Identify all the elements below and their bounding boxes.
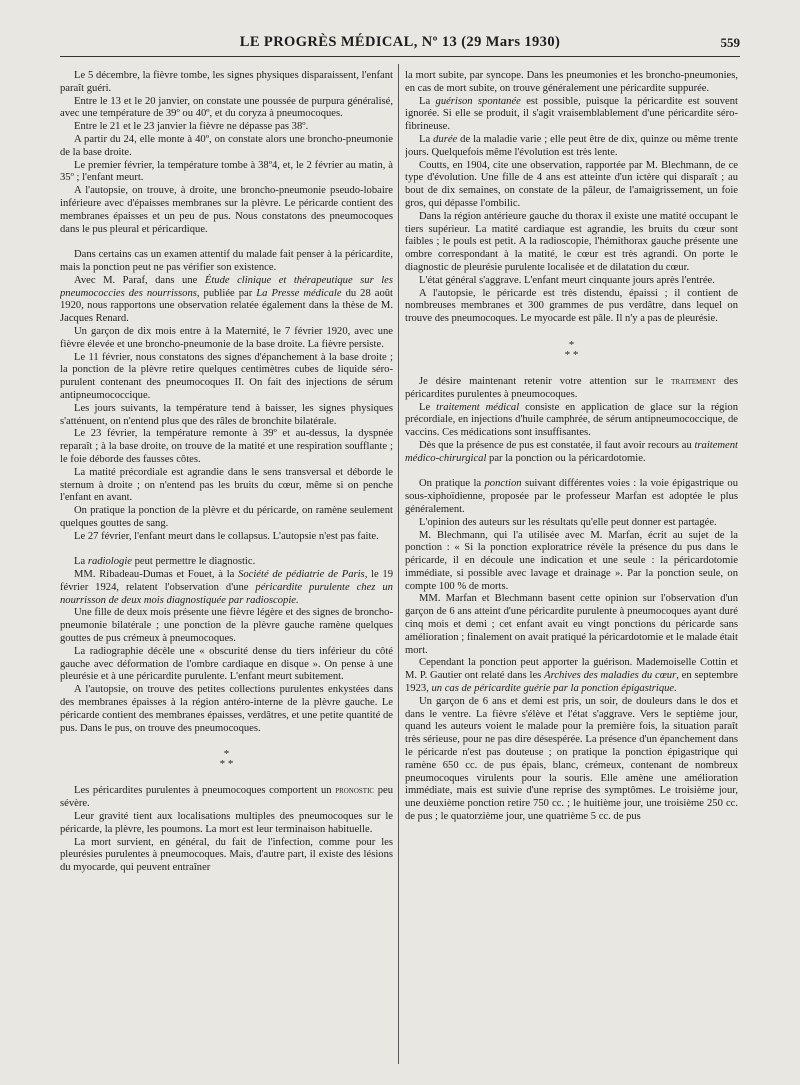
text-run: du 28 août 1920, nous rapportons une observation relatée également dans la thèse de M. Jacques Renard. — [60, 287, 393, 325]
text-run: suivant différentes voies : la voie épigastrique ou sous-xiphoïdienne, proposée par le professeur Marfan est adoptée le plus généralement. — [405, 478, 738, 515]
page-header — [60, 30, 740, 57]
paragraph: A l'autopsie, on trouve des petites collections purulentes enkystées dans des membranes épaisses à la région antéro-interne de la plèvre gauche. Le péricarde contient des membranes épaisses, verdâtres, et une petite quantité de pus. Dans le pus, on trouve des pneumocoques. — [60, 684, 393, 734]
paragraph: Les jours suivants, la température tend à baisser, les signes physiques s'atténuent, on n'entend plus que des râles de bronchite bilatérale. — [60, 402, 393, 427]
text-run: Cependant la ponction peut apporter la guérison. Mademoiselle Cottin et M. P. Gautier ont relaté dans les — [405, 657, 738, 682]
text-run: Dès que la présence de pus est constatée, il faut avoir recours au — [419, 439, 695, 451]
paragraph — [405, 478, 738, 516]
italic-term: radiologie — [87, 556, 132, 568]
italic-term: durée — [433, 133, 458, 145]
separator-stars: * * — [564, 348, 579, 361]
paragraph: La matité précordiale est agrandie dans le sens transversal et déborde le sternum à droite ; on n'entend pas les bruits du cœur, même si on penche l'enfant en avant. — [60, 466, 393, 504]
text-run: , en septembre 1923, — [405, 670, 738, 695]
text-run: La — [419, 95, 436, 107]
paragraph: Entre le 13 et le 20 janvier, on constate une poussée de purpura généralisé, avec une température de 39º ou 40º, et du coryza à pneumocoques. — [60, 95, 393, 120]
paragraph: M. Blechmann, qui l'a utilisée avec M. Marfan, écrit au sujet de la ponction : « Si la ponction exploratrice révèle la présence du pus dans le péricarde, il en découle une indication et une seule : la péricardotomie immédiate, si possible avec lavage et drainage ». Par la ponction seule, on compte 100 % de morts. — [405, 529, 738, 592]
separator-stars: * * — [219, 758, 234, 771]
right-column — [405, 70, 738, 1070]
paragraph: Le 5 décembre, la fièvre tombe, les signes physiques disparaissent, l'enfant paraît guéri. — [60, 70, 393, 94]
paragraph: Le 23 février, la température remonte à 39º et au-dessus, la dyspnée reparaît ; à la base droite, on trouve de la matité et une respiration soufflante ; le foie déborde des fausses côtes. — [60, 428, 393, 465]
text-run: Avec M. Paraf, dans une — [74, 274, 205, 286]
text-run: est possible, puisque la péricardite est souvent ignorée. Si elle se produit, il s'agit vraisemblablement d'une péricardite séro-fibrineuse. — [405, 95, 738, 133]
italic-title: Société de pédiatrie de Paris — [238, 569, 365, 581]
paragraph: Coutts, en 1904, cite une observation, rapportée par M. Blechmann, de ce type d'évolution. Une fille de 4 ans est atteinte d'un ictère qui disparaît ; au bout de dix semaines, on constate de la pâleur, de l'amaigrissement, un foie gros, qui dépasse l'ombilic. — [405, 159, 738, 209]
text-run: consiste en application de glace sur la région précordiale, en injections d'huile camphrée, de sérum antipneumococcique, de vaccins. Ces médications sont insuffisantes. — [405, 401, 738, 439]
paragraph — [405, 376, 738, 402]
paragraph: Le premier février, la température tombe à 38º4, et, le 2 février au matin, à 35º ; l'enfant meurt. — [60, 159, 393, 184]
paragraph — [60, 785, 393, 811]
text-run: La — [74, 556, 88, 568]
left-column — [60, 70, 393, 1070]
spacer — [60, 236, 393, 249]
spacer — [405, 466, 738, 479]
small-caps-term: traitement — [671, 375, 716, 387]
paragraph: Le 11 février, nous constatons des signes d'épanchement à la base droite ; la ponction de la plèvre retire quelques centimètres cubes de liquide séro-purulent contenant des pneumocoques II. On fait des injections de sérum antipneumococcique. — [60, 351, 393, 401]
paragraph — [405, 657, 738, 695]
text-run: de la maladie varie ; elle peut être de dix, quinze ou même trente jours. Quelquefois même l'évolution est très lente. — [405, 133, 738, 158]
italic-term: traitement médico-chirurgical — [405, 439, 738, 464]
text-run: par la ponction ou la péricardotomie. — [486, 452, 646, 464]
column-divider — [398, 64, 399, 1064]
text-run: On pratique la — [419, 478, 485, 490]
paragraph: Le 27 février, l'enfant meurt dans le collapsus. L'autopsie n'est pas faite. — [74, 530, 379, 542]
paragraph: L'opinion des auteurs sur les résultats qu'elle peut donner est partagée. — [419, 516, 717, 528]
paragraph — [405, 96, 738, 134]
paragraph: A l'autopsie, on trouve, à droite, une broncho-pneumonie pseudo-lobaire inférieure avec d'épaisses membranes sur la plèvre. Le péricarde contient des membranes épaisses et un peu de pus. Nous constatons des pneumocoques dans le pus pleural et péricardique. — [60, 185, 393, 235]
separator-star: * — [223, 748, 230, 761]
paragraph: La mort survient, en général, du fait de l'infection, comme pour les pleurésies purulentes à pneumocoques. Mais, d'autre part, il existe des lésions du myocarde, qui peuvent entraîner — [60, 836, 393, 874]
italic-title: Archives des maladies du cœur — [544, 670, 677, 682]
paragraph — [60, 569, 393, 607]
paragraph — [60, 275, 393, 326]
text-run: des péricardites purulentes à pneumocoques. — [405, 375, 738, 400]
italic-title: un cas de péricardite guérie par la ponction épigastrique. — [431, 683, 677, 695]
text-run: La — [419, 133, 434, 145]
paragraph: Un garçon de dix mois entre à la Maternité, le 7 février 1920, avec une fièvre élevée et une broncho-pneumonie de la base droite. La fièvre persiste. — [60, 325, 393, 350]
italic-title: Étude clinique et thérapeutique sur les pneumococcies des nourrissons — [60, 274, 393, 299]
paragraph — [405, 402, 738, 440]
paragraph: Dans la région antérieure gauche du thorax il existe une matité occupant le tiers supérieur. La matité cardiaque est agrandie, les bruits du cœur sont faibles ; le pouls est petit. A la radioscopie, l'hémithorax gauche présente une ombre correspondant à la matité, le cœur est très agrandi. On porte le diagnostic de pleurésie purulente localisée et de dilatation du cœur. — [405, 210, 738, 273]
paragraph: A partir du 24, elle monte à 40º, on constate alors une broncho-pneumonie de la base droite. — [60, 133, 393, 158]
paragraph: Une fille de deux mois présente une fièvre légère et des signes de broncho-pneumonie bilatérale ; une ponction de la plèvre gauche ramène quelques gouttes de pus crémeux à pneumocoques. — [60, 607, 393, 645]
page-number: 559 — [720, 35, 740, 50]
text-run: Le — [419, 401, 437, 413]
italic-title: La Presse médicale — [256, 287, 342, 299]
paragraph: MM. Marfan et Blechmann basent cette opinion sur l'observation d'un garçon de 6 ans atteint d'une péricardite purulente à pneumocoques ayant duré cinq mois et demi ; cet enfant avait eu vingt ponctions du péricarde sans amélioration ; finalement on avait pratiqué la péricardotomie et le malade était mort. — [405, 593, 738, 656]
italic-term: traitement médical — [436, 401, 520, 413]
section-separator — [60, 749, 393, 769]
paragraph: La radiographie décèle une « obscurité dense du tiers inférieur du côté gauche avec déformation de l'ombre cardiaque en disque ». On pense à une pleurésie et à une péricardite purulente. L'enfant meurt subitement. — [60, 645, 393, 683]
paragraph: A l'autopsie, le péricarde est très distendu, épaissi ; il contient de nombreuses membranes et 300 grammes de pus verdâtre, dans lequel on trouve des pneumocoques. Le myocarde est pâle. Il n'y a pas de pleurésie. — [405, 287, 738, 325]
italic-title: péricardite purulente chez un nourrisson de deux mois diagnostiquée par radioscopie. — [60, 581, 393, 606]
italic-term: guérison spontanée — [435, 95, 521, 107]
paragraph: Entre le 21 et le 23 janvier la fièvre ne dépasse pas 38º. — [74, 121, 309, 133]
section-separator — [405, 340, 738, 360]
text-run: Je désire maintenant retenir votre attention sur le — [419, 375, 672, 387]
small-caps-term: pronostic — [335, 785, 375, 797]
spacer — [60, 543, 393, 556]
text-run: Les péricardites purulentes à pneumocoques comportent un — [74, 785, 336, 797]
paragraph: On pratique la ponction de la plèvre et du péricarde, on ramène seulement quelques gouttes de sang. — [60, 505, 393, 529]
paragraph: Dans certains cas un examen attentif du malade fait penser à la péricardite, mais la ponction peut ne pas vérifier son existence. — [60, 249, 393, 273]
text-run: peut permettre le diagnostic. — [131, 556, 256, 568]
paragraph — [405, 440, 738, 466]
italic-term: ponction — [484, 478, 522, 490]
text-run: , le 19 février 1924, relatent l'observation d'une — [60, 569, 393, 593]
paragraph: L'état général s'aggrave. L'enfant meurt cinquante jours après l'entrée. — [419, 274, 715, 286]
text-run: , publiée par — [196, 287, 257, 299]
running-title: LE PROGRÈS MÉDICAL, Nº 13 (29 Mars 1930) — [239, 34, 561, 50]
separator-star: * — [568, 338, 575, 351]
text-run: MM. Ribadeau-Dumas et Fouet, à la — [74, 569, 239, 581]
text-run: peu sévère. — [60, 785, 393, 810]
paragraph: la mort subite, par syncope. Dans les pneumonies et les broncho-pneumonies, en cas de mort subite, on trouve généralement une péricardite suppurée. — [405, 70, 738, 94]
paragraph: Leur gravité tient aux localisations multiples des pneumocoques sur le péricarde, la plèvre, les poumons. La mort est leur terminaison habituelle. — [60, 811, 393, 835]
paragraph — [60, 556, 393, 569]
paragraph — [405, 134, 738, 160]
paragraph: Un garçon de 6 ans et demi est pris, un soir, de douleurs dans le dos et dans le ventre. La fièvre s'élève et l'état s'aggrave. Vers le septième jour, quand les auteurs voient le malade pour la première fois, la situation paraît très sérieuse, pour ne pas dire désespérée. La présence d'un épanchement dans le péricarde n'est pas douteuse ; on pratique la ponction épigastrique qui ramène 650 cc. de pus épais, blanc, crémeux, contenant de nombreux pneumocoques virulents pour la souris. Elle amène une amélioration immédiate, mais est suivie d'une reprise des symptômes. Le troisième jour, une deuxième ponction retire 750 cc. ; le huitième jour, une troisième 250 cc. de pus ; le quatorzième jour, une quatrième 5 cc. de pus — [405, 695, 738, 823]
